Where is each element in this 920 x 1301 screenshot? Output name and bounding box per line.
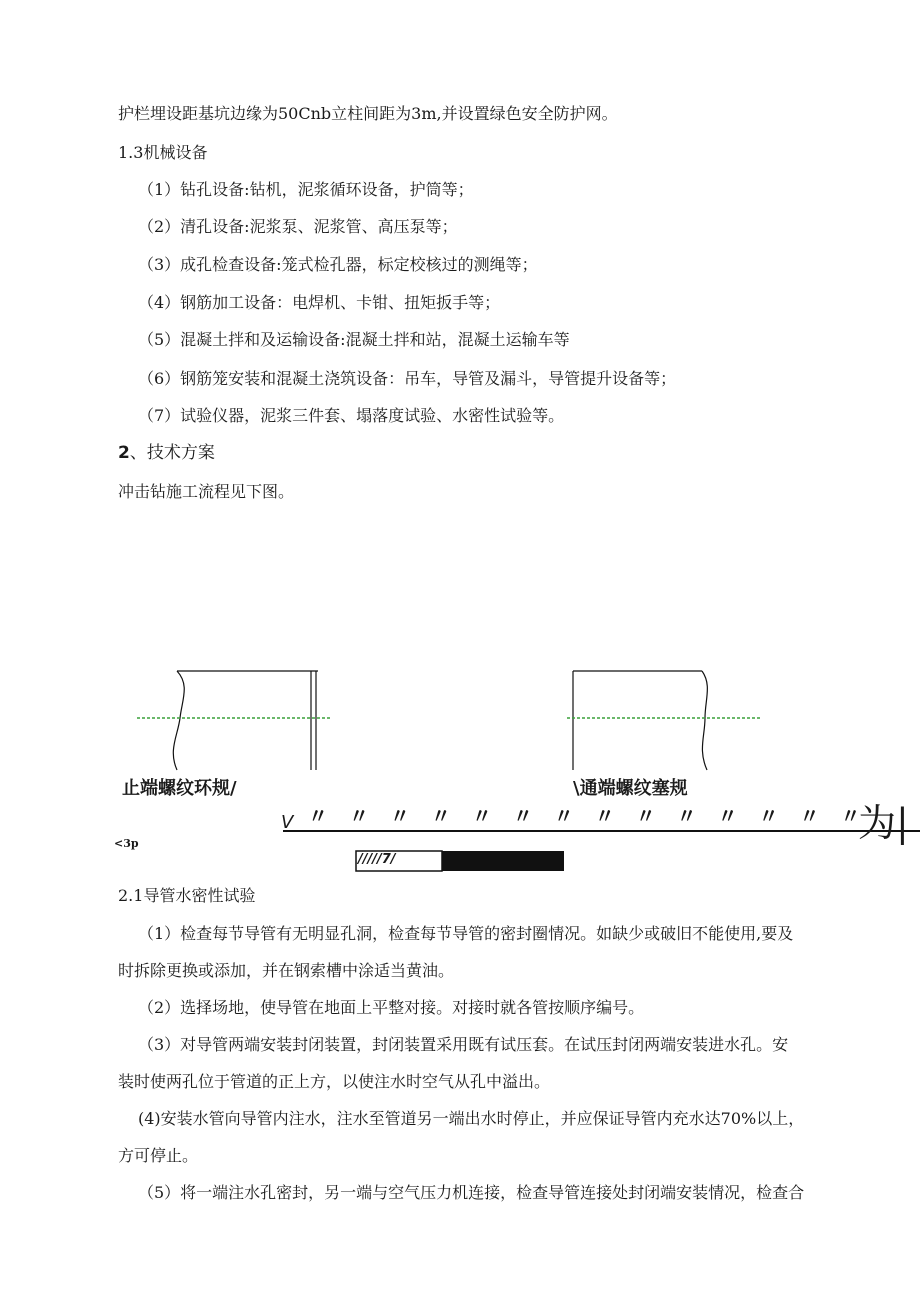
list-item: （1）钻孔设备:钻机，泥浆循环设备，护筒等；	[138, 180, 474, 199]
small-label: <3p	[114, 837, 139, 850]
paragraph-4-line-2: 方可停止。	[118, 1146, 199, 1165]
list-item: （4）钢筋加工设备：电焊机、卡钳、扭矩扳手等；	[138, 293, 501, 312]
ring-gauge-label: 止端螺纹环规/	[122, 778, 237, 799]
list-item: （5）混凝土拌和及运输设备:混凝土拌和站，混凝土运输车等	[138, 330, 570, 349]
paragraph-4-line-1: (4)安装水管向导管内注水，注水至管道另一端出水时停止，并应保证导管内充水达70%以上，	[138, 1109, 805, 1128]
paragraph-2: （2）选择场地，使导管在地面上平整对接。对接时就各管按顺序编号。	[138, 998, 645, 1017]
section-heading-1-3: 1.3机械设备	[118, 143, 208, 162]
list-item: （7）试验仪器，泥浆三件套、塌落度试验、水密性试验等。	[138, 406, 565, 425]
section-number: 2	[118, 443, 130, 463]
section-title: 、技术方案	[129, 443, 215, 463]
scale-bar-text: /////7/	[358, 852, 396, 867]
ring-gauge-drawing	[137, 671, 330, 770]
section-heading-2	[118, 443, 215, 463]
intro-line: 护栏埋设距基坑边缘为50Cnb立柱间距为3m,并设置绿色安全防护网。	[118, 104, 618, 123]
large-glyph: 为|	[858, 801, 909, 845]
hatch-marks: 〃 〃 〃 〃 〃 〃 〃 〃 〃 〃 〃 〃 〃 〃	[308, 804, 868, 828]
plug-gauge-label: \通端螺纹塞规	[573, 778, 688, 799]
plug-gauge-drawing	[567, 671, 760, 770]
paragraph-1-line-2: 时拆除更换或添加，并在钢索槽中涂适当黄油。	[118, 961, 455, 980]
list-item: （2）清孔设备:泥浆泵、泥浆管、高压泵等；	[138, 217, 458, 236]
thread-gauge-figure	[0, 600, 920, 890]
list-item: （6）钢筋笼安装和混凝土浇筑设备：吊车，导管及漏斗，导管提升设备等；	[138, 369, 677, 388]
paragraph-3-line-2: 装时使两孔位于管道的正上方，以使注水时空气从孔中溢出。	[118, 1072, 551, 1091]
section-intro: 冲击钻施工流程见下图。	[118, 482, 295, 501]
list-item: （3）成孔检查设备:笼式检孔器，标定校核过的测绳等；	[138, 255, 538, 274]
paragraph-3-line-1: （3）对导管两端安装封闭装置，封闭装置采用既有试压套。在试压封闭两端安装进水孔。安	[138, 1035, 789, 1054]
paragraph-5-line-1: （5）将一端注水孔密封，另一端与空气压力机连接，检查导管连接处封闭端安装情况，检查合	[138, 1183, 805, 1202]
paragraph-1-line-1: （1）检查每节导管有无明显孔洞，检查每节导管的密封圈情况。如缺少或破旧不能使用,要及	[138, 924, 794, 943]
section-heading-2-1: 2.1导管水密性试验	[118, 886, 256, 905]
v-label: V	[281, 812, 294, 833]
